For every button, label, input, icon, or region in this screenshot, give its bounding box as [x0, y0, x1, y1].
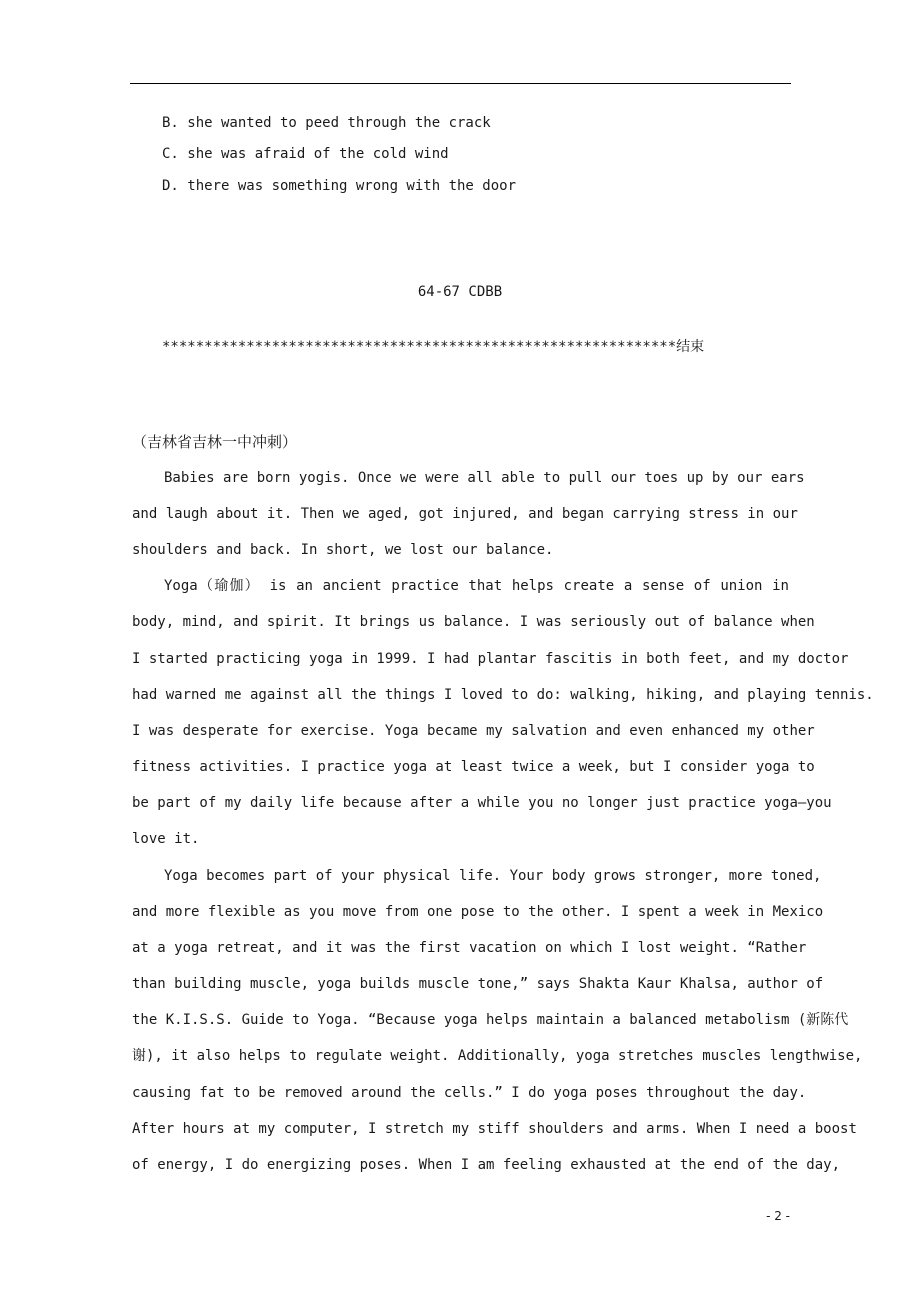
passage-line: I started practicing yoga in 1999. I had plantar fascitis in both feet, and my doctor	[132, 651, 849, 667]
page-number: - 2 -	[766, 1209, 790, 1223]
passage-line: fitness activities. I practice yoga at least twice a week, but I consider yoga to	[132, 759, 815, 775]
passage-line: be part of my daily life because after a while you no longer just practice yoga—you	[132, 795, 832, 811]
passage-line: at a yoga retreat, and it was the first vacation on which I lost weight. “Rather	[132, 940, 807, 956]
passage-line: After hours at my computer, I stretch my stiff shoulders and arms. When I need a boost	[132, 1121, 857, 1137]
passage-line: the K.I.S.S. Guide to Yoga. “Because yoga helps maintain a balanced metabolism (新陈代	[132, 1012, 849, 1028]
passage-line: had warned me against all the things I loved to do: walking, hiking, and playing tennis.	[132, 687, 874, 703]
passage-line: causing fat to be removed around the cells.” I do yoga poses throughout the day.	[132, 1085, 807, 1101]
option-b: B. she wanted to peed through the crack	[162, 115, 491, 131]
passage-line: and more flexible as you move from one pose to the other. I spent a week in Mexico	[132, 904, 824, 920]
passage-line: of energy, I do energizing poses. When I am feeling exhausted at the end of the day,	[132, 1157, 841, 1173]
passage-line: Yoga（瑜伽） is an ancient practice that helps create a sense of union in	[164, 578, 789, 594]
option-c: C. she was afraid of the cold wind	[162, 146, 449, 162]
option-d: D. there was something wrong with the door	[162, 178, 517, 194]
passage-line: love it.	[132, 831, 200, 847]
header-rule	[130, 83, 791, 84]
passage-line: body, mind, and spirit. It brings us balance. I was seriously out of balance when	[132, 614, 815, 630]
section-divider: *************************************************************结束	[162, 339, 705, 355]
answer-key: 64-67 CDBB	[417, 284, 503, 300]
passage-line: than building muscle, yoga builds muscle tone,” says Shakta Kaur Khalsa, author of	[132, 976, 824, 992]
passage-line: shoulders and back. In short, we lost our balance.	[132, 542, 554, 558]
passage-line: Yoga becomes part of your physical life. Your body grows stronger, more toned,	[164, 868, 822, 884]
passage-line: Babies are born yogis. Once we were all able to pull our toes up by our ears	[164, 470, 805, 486]
passage-line: 谢), it also helps to regulate weight. Additionally, yoga stretches muscles lengthwise,	[132, 1048, 863, 1064]
source-label: （吉林省吉林一中冲刺）	[132, 433, 298, 451]
passage-line: I was desperate for exercise. Yoga became my salvation and even enhanced my other	[132, 723, 815, 739]
passage-line: and laugh about it. Then we aged, got injured, and began carrying stress in our	[132, 506, 798, 522]
